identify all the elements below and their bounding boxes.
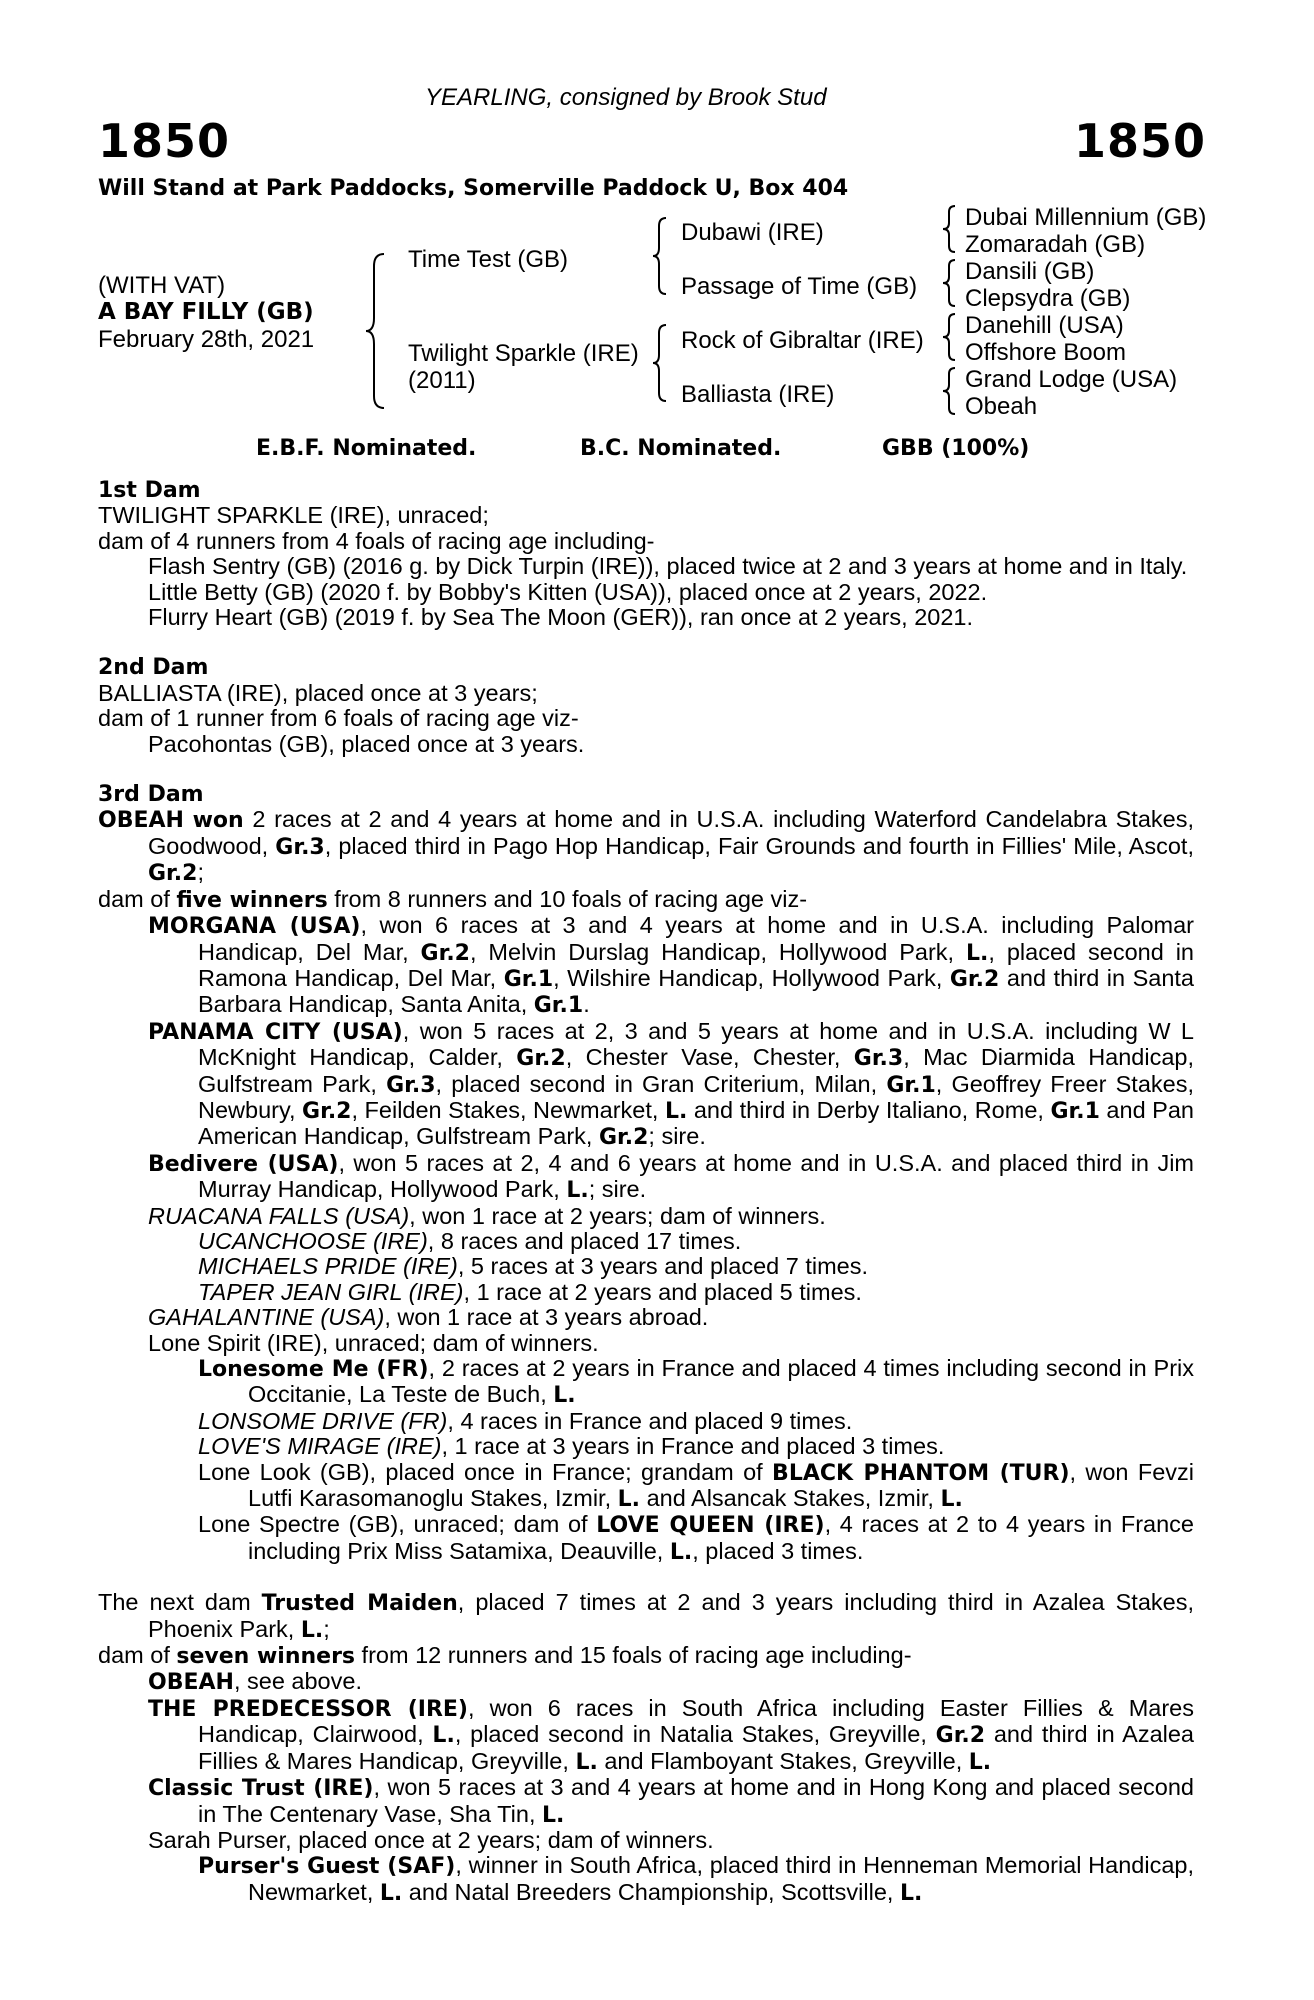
produce-entry-michaels-pride: MICHAELS PRIDE (IRE), 5 races at 3 years and placed 7 times. — [198, 1253, 869, 1280]
produce-entry: Pacohontas (GB), placed once at 3 years. — [148, 730, 585, 757]
ebf-nomination: E.B.F. Nominated. — [256, 436, 477, 461]
pedigree-ddd: Obeah — [965, 393, 1038, 420]
produce-entry-the-predecessor: THE PREDECESSOR (IRE), won 6 races in South Africa including Easter Fillies & Mares Handicap, Clairwood, L., placed second in Natalia Stakes, Greyville, Gr.2 and third in Azalea Fillies & Mares Handicap, Greyville, L. and Flamboyant Stakes, Greyville, L. — [148, 1694, 1195, 1775]
produce-entry-pursers-guest: Purser's Guest (SAF), winner in South Africa, placed third in Henneman Memorial Handicap, Newmarket, L. and Natal Breeders Championship, Scottsville, L. — [198, 1852, 1194, 1906]
produce-entry-taper-jean-girl: TAPER JEAN GIRL (IRE), 1 race at 2 years and placed 5 times. — [198, 1278, 862, 1305]
pedigree-dam: Twilight Sparkle (IRE) — [408, 340, 639, 367]
third-dam-produce-intro: dam of five winners from 8 runners and 10 foals of racing age viz- — [98, 885, 808, 913]
horse-name: A BAY FILLY (GB) — [98, 299, 314, 325]
produce-entry-lonesome-me: Lonesome Me (FR), 2 races at 2 years in France and placed 4 times including second in Prix Occitanie, La Teste de Buch, L. — [198, 1355, 1194, 1409]
produce-entry-gahalantine: GAHALANTINE (USA), won 1 race at 3 years abroad. — [148, 1304, 709, 1331]
pedigree-sdd: Clepsydra (GB) — [965, 285, 1131, 312]
produce-entry-loves-mirage: LOVE'S MIRAGE (IRE), 1 race at 3 years in France and placed 3 times. — [198, 1433, 945, 1460]
produce-entry-panama-city: PANAMA CITY (USA), won 5 races at 2, 3 and 5 years at home and in U.S.A. including W L McKnight Handicap, Calder, Gr.2, Chester Vase, Chester, Gr.3, Mac Diarmida Handicap, Gulfstream Park, Gr.3, placed second in Gran Criterium, Milan, Gr.1, Geoffrey Freer Stakes, Newbury, Gr.2, Feilden Stakes, Newmarket, L. and third in Derby Italiano, Rome, Gr.1 and Pan American Handicap, Gulfstream Park, Gr.2; sire. — [148, 1017, 1195, 1151]
pedigree-sire: Time Test (GB) — [408, 246, 569, 273]
third-dam-entry: OBEAH won 2 races at 2 and 4 years at home and in U.S.A. including Waterford Candelabra Stakes, Goodwood, Gr.3, placed third in Pago Hop Handicap, Fair Grounds and fourth in Fillies' Mile, Ascot, Gr.2; — [98, 806, 1194, 887]
produce-entry-lone-spectre: Lone Spectre (GB), unraced; dam of LOVE QUEEN (IRE), 4 races at 2 to 4 years in France including Prix Miss Satamixa, Deauville, L., placed 3 times. — [198, 1511, 1194, 1565]
pedigree-sire-dam: Passage of Time (GB) — [681, 273, 918, 300]
produce-entry: Flash Sentry (GB) (2016 g. by Dick Turpin (IRE)), placed twice at 2 and 3 years at home and in Italy. — [148, 553, 1188, 580]
produce-entry-ucanchoose: UCANCHOOSE (IRE), 8 races and placed 17 times. — [198, 1227, 742, 1254]
third-dam-heading: 3rd Dam — [98, 782, 204, 808]
produce-entry: Little Betty (GB) (2020 f. by Bobby's Kitten (USA)), placed once at 2 years, 2022. — [148, 578, 988, 605]
pedigree-sss: Dubai Millennium (GB) — [965, 204, 1207, 231]
first-dam-produce-intro: dam of 4 runners from 4 foals of racing age including- — [98, 527, 655, 554]
pedigree-sire-sire: Dubawi (IRE) — [681, 219, 824, 246]
produce-entry-obeah: OBEAH, see above. — [148, 1668, 362, 1696]
produce-entry-ruacana-falls: RUACANA FALLS (USA), won 1 race at 2 years; dam of winners. — [148, 1202, 826, 1229]
pedigree-dam-year: (2011) — [408, 367, 476, 394]
brace-dd-icon — [941, 366, 957, 416]
brace-sd-icon — [941, 258, 957, 308]
pedigree-dam-dam: Balliasta (IRE) — [681, 381, 835, 408]
pedigree-sds: Dansili (GB) — [965, 258, 1095, 285]
lot-number-right: 1850 — [1073, 114, 1206, 168]
first-dam-line: TWILIGHT SPARKLE (IRE), unraced; — [98, 502, 489, 529]
brace-ds-icon — [941, 312, 957, 362]
second-dam-heading: 2nd Dam — [98, 655, 209, 681]
brace-dam-icon — [651, 323, 669, 403]
produce-entry-sarah-purser: Sarah Purser, placed once at 2 years; dam of winners. — [148, 1826, 714, 1853]
second-dam-line: BALLIASTA (IRE), placed once at 3 years; — [98, 679, 538, 706]
produce-entry-lone-spirit: Lone Spirit (IRE), unraced; dam of winners. — [148, 1329, 599, 1356]
second-dam-produce-intro: dam of 1 runner from 6 foals of racing age viz- — [98, 705, 579, 732]
lot-number-left: 1850 — [98, 114, 231, 168]
catalogue-body — [98, 478, 1194, 1906]
sale-subtitle: YEARLING, consigned by Brook Stud — [425, 84, 827, 111]
next-dam-produce-intro: dam of seven winners from 12 runners and 15 foals of racing age including- — [98, 1642, 912, 1670]
produce-entry-lonsome-drive: LONSOME DRIVE (FR), 4 races in France and placed 9 times. — [198, 1407, 853, 1434]
pedigree-dsd: Offshore Boom — [965, 339, 1126, 366]
first-dam-heading: 1st Dam — [98, 478, 201, 503]
produce-entry-lone-look: Lone Look (GB), placed once in France; grandam of BLACK PHANTOM (TUR), won Fevzi Lutfi Karasomanoglu Stakes, Izmir, L. and Alsancak Stakes, Izmir, L. — [198, 1458, 1195, 1513]
next-dam-entry: The next dam Trusted Maiden, placed 7 times at 2 and 3 years including third in Azalea Stakes, Phoenix Park, L.; — [98, 1589, 1194, 1643]
produce-entry: Flurry Heart (GB) (2019 f. by Sea The Moon (GER)), ran once at 2 years, 2021. — [148, 604, 974, 631]
pedigree-dss: Danehill (USA) — [965, 312, 1124, 339]
horse-dob: February 28th, 2021 — [98, 326, 315, 353]
pedigree-dds: Grand Lodge (USA) — [965, 366, 1178, 393]
gbb-status: GBB (100%) — [882, 436, 1030, 461]
produce-entry-bedivere: Bedivere (USA), won 5 races at 2, 4 and 6 years at home and in U.S.A. and placed third in Jim Murray Handicap, Hollywood Park, L.; sire. — [148, 1149, 1194, 1204]
produce-entry-morgana: MORGANA (USA), won 6 races at 3 and 4 years at home and in U.S.A. including Palomar Handicap, Del Mar, Gr.2, Melvin Durslag Handicap, Hollywood Park, L., placed second in Ramona Handicap, Del Mar, Gr.1, Wilshire Handicap, Hollywood Park, Gr.2 and third in Santa Barbara Handicap, Santa Anita, Gr.1. — [148, 912, 1195, 1019]
brace-ss-icon — [941, 204, 957, 254]
brace-sire-icon — [651, 216, 669, 296]
stand-location: Will Stand at Park Paddocks, Somerville Paddock U, Box 404 — [98, 176, 849, 201]
bc-nomination: B.C. Nominated. — [580, 436, 782, 461]
produce-entry-classic-trust: Classic Trust (IRE), won 5 races at 3 and 4 years at home and in Hong Kong and placed second in The Centenary Vase, Sha Tin, L. — [148, 1774, 1194, 1828]
vat-label: (WITH VAT) — [98, 272, 226, 299]
pedigree-dam-sire: Rock of Gibraltar (IRE) — [681, 327, 924, 354]
pedigree-ssd: Zomaradah (GB) — [965, 231, 1146, 258]
brace-main-icon — [364, 252, 388, 410]
